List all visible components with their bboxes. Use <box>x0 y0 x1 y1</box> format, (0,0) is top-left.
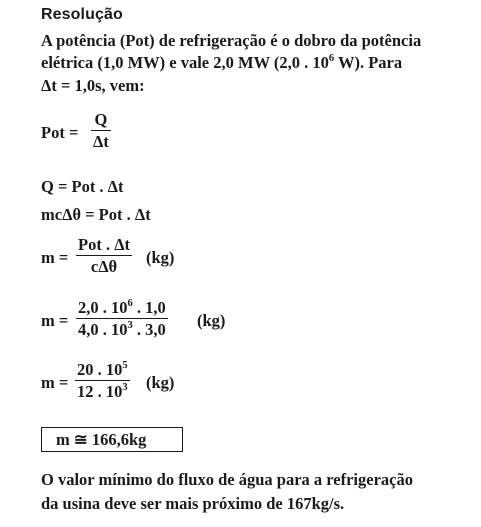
eq6-denominator <box>75 381 130 401</box>
eq1-numerator: Q <box>94 110 108 129</box>
intro-line-2-tail: W). Para <box>334 53 403 72</box>
eq5-unit: (kg) <box>197 311 226 330</box>
eq6-unit: (kg) <box>146 373 175 392</box>
eq5-num-exponent: 6 <box>127 298 133 309</box>
intro-line-2-text: elétrica (1,0 MW) e vale 2,0 MW (2,0 . 10 <box>41 53 329 72</box>
eq5-numerator <box>76 298 168 318</box>
eq1-fraction <box>91 110 111 151</box>
eq5-den-tail: . 3,0 <box>132 320 166 340</box>
eq5-num-base: 2,0 . 10 <box>78 298 128 317</box>
eq2: Q = Pot . Δt <box>41 177 124 196</box>
eq5-lhs: m = <box>41 311 69 330</box>
eq3: mcΔθ = Pot . Δt <box>41 205 151 224</box>
eq4-numerator: Pot . Δt <box>78 235 131 254</box>
eq6-num-base: 20 . 10 <box>77 360 123 379</box>
intro-line-2 <box>41 53 402 73</box>
eq6-den-base: 12 . 10 <box>77 382 123 402</box>
section-heading: Resolução <box>41 6 123 23</box>
eq6-den-exponent: 3 <box>122 382 128 394</box>
eq5-den-base: 4,0 . 10 <box>78 320 128 340</box>
eq6-numerator <box>75 360 130 380</box>
eq5-denominator <box>76 319 168 339</box>
eq5-num-tail: . 1,0 <box>132 298 166 317</box>
eq4-lhs: m = <box>41 248 69 267</box>
intro-line-2-exponent: 6 <box>328 53 335 64</box>
eq5-den-exponent: 3 <box>127 320 133 332</box>
eq4-unit: (kg) <box>146 248 175 267</box>
eq1-denominator: Δt <box>93 132 109 152</box>
intro-line-3: Δt = 1,0s, vem: <box>41 76 145 95</box>
eq6-lhs: m = <box>41 373 69 392</box>
eq4-fraction <box>76 235 132 276</box>
eq5-fraction <box>76 298 168 339</box>
eq6-fraction <box>75 360 130 401</box>
conclusion-line-1: O valor mínimo do fluxo de água para a refrigeração <box>41 470 413 489</box>
eq6-num-exponent: 5 <box>122 360 128 371</box>
eq4-denominator: cΔθ <box>90 257 118 277</box>
conclusion-line-2: da usina deve ser mais próximo de 167kg/s. <box>41 494 345 513</box>
eq1-lhs: Pot = <box>41 123 79 142</box>
result-text: m ≅ 166,6kg <box>56 430 147 449</box>
intro-line-1: A potência (Pot) de refrigeração é o dobro da potência <box>41 31 422 50</box>
